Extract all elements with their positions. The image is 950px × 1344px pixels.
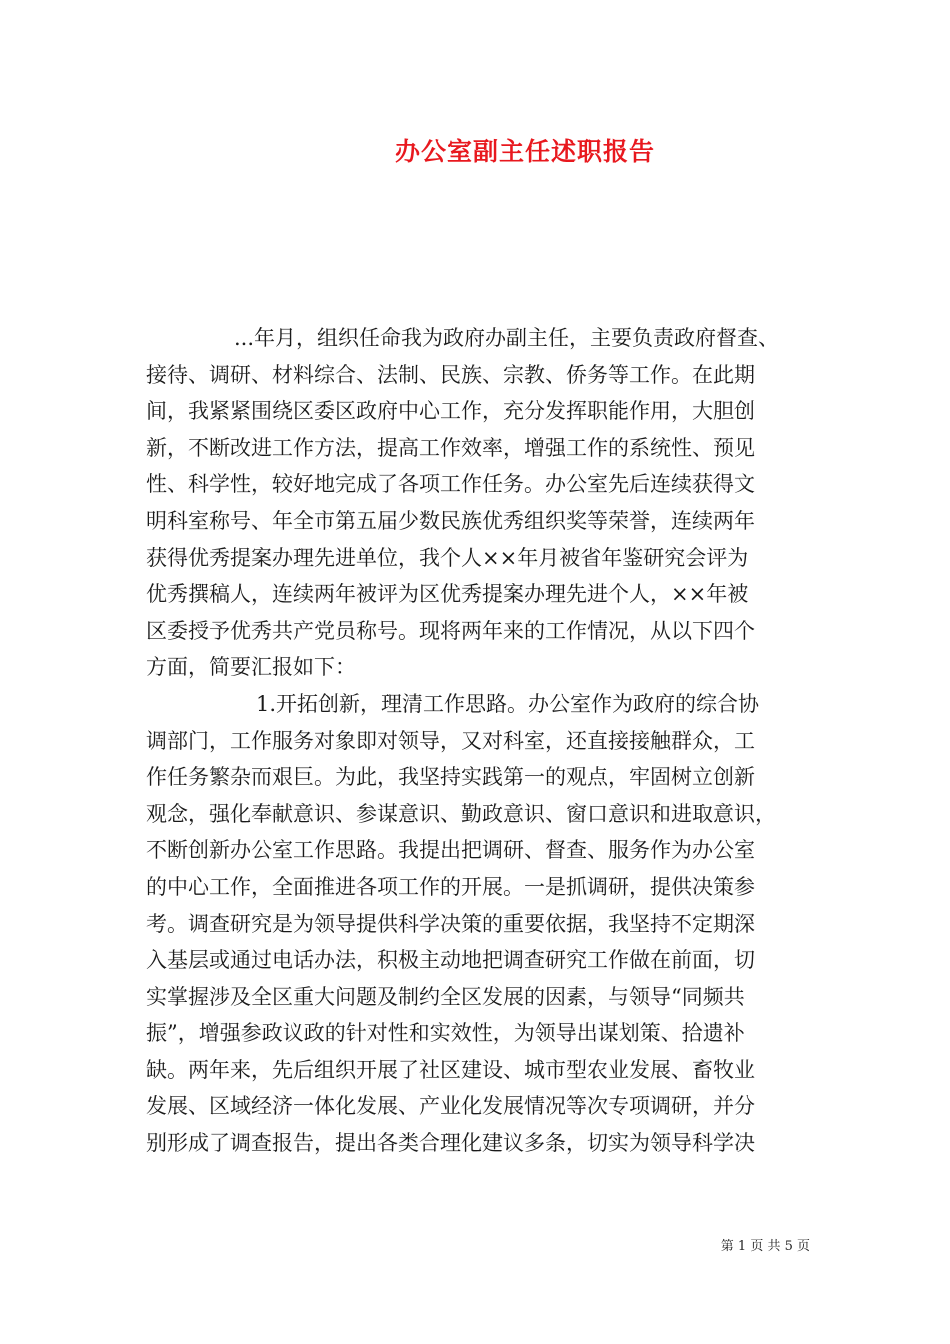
body-line: 明科室称号、年全市第五届少数民族优秀组织奖等荣誉，连续两年 (146, 508, 755, 533)
body-line: 新，不断改进工作方法，提高工作效率，增强工作的系统性、预见 (146, 435, 755, 460)
body-line: 别形成了调查报告，提出各类合理化建议多条，切实为领导科学决 (146, 1131, 755, 1156)
body-line: 考。调查研究是为领导提供科学决策的重要依据，我坚持不定期深 (146, 911, 755, 936)
body-line: 性、科学性，较好地完成了各项工作任务。办公室先后连续获得文 (146, 472, 755, 497)
body-line: 入基层或通过电话办法，积极主动地把调查研究工作做在前面，切 (146, 948, 755, 973)
body-line: 不断创新办公室工作思路。我提出把调研、督查、服务作为办公室 (146, 838, 755, 863)
body-line: 作任务繁杂而艰巨。为此，我坚持实践第一的观点，牢固树立创新 (146, 765, 755, 790)
body-line: 缺。两年来，先后组织开展了社区建设、城市型农业发展、畜牧业 (146, 1057, 755, 1082)
body-line: 接待、调研、材料综合、法制、民族、宗教、侨务等工作。在此期 (146, 362, 755, 387)
body-line: 实掌握涉及全区重大问题及制约全区发展的因素，与领导“同频共 (146, 984, 745, 1009)
body-line: 间，我紧紧围绕区委区政府中心工作，充分发挥职能作用，大胆创 (146, 399, 755, 424)
body-line: 优秀撰稿人，连续两年被评为区优秀提案办理先进个人，××年被 (146, 582, 749, 607)
body-line: 1.开拓创新，理清工作思路。办公室作为政府的综合协 (256, 691, 760, 716)
body-line: 调部门，工作服务对象即对领导，又对科室，还直接接触群众，工 (146, 728, 755, 753)
body-line: 振”，增强参政议政的针对性和实效性，为领导出谋划策、拾遗补 (146, 1021, 745, 1046)
document-title: 办公室副主任述职报告 (394, 137, 655, 166)
document-body (146, 320, 810, 1162)
body-line: 发展、区域经济一体化发展、产业化发展情况等次专项调研，并分 (146, 1094, 755, 1119)
body-line: ...年月，组织任命我为政府办副主任，主要负责政府督查、 (234, 326, 780, 350)
body-line: 获得优秀提案办理先进单位，我个人××年月被省年鉴研究会评为 (146, 545, 749, 570)
page-number: 第 1 页 共 5 页 (720, 1239, 810, 1254)
body-line: 区委授予优秀共产党员称号。现将两年来的工作情况，从以下四个 (146, 618, 755, 643)
body-line: 观念，强化奉献意识、参谋意识、勤政意识、窗口意识和进取意识， (146, 801, 776, 826)
body-line: 方面，简要汇报如下： (146, 655, 356, 680)
body-line: 的中心工作，全面推进各项工作的开展。一是抓调研，提供决策参 (146, 874, 755, 899)
